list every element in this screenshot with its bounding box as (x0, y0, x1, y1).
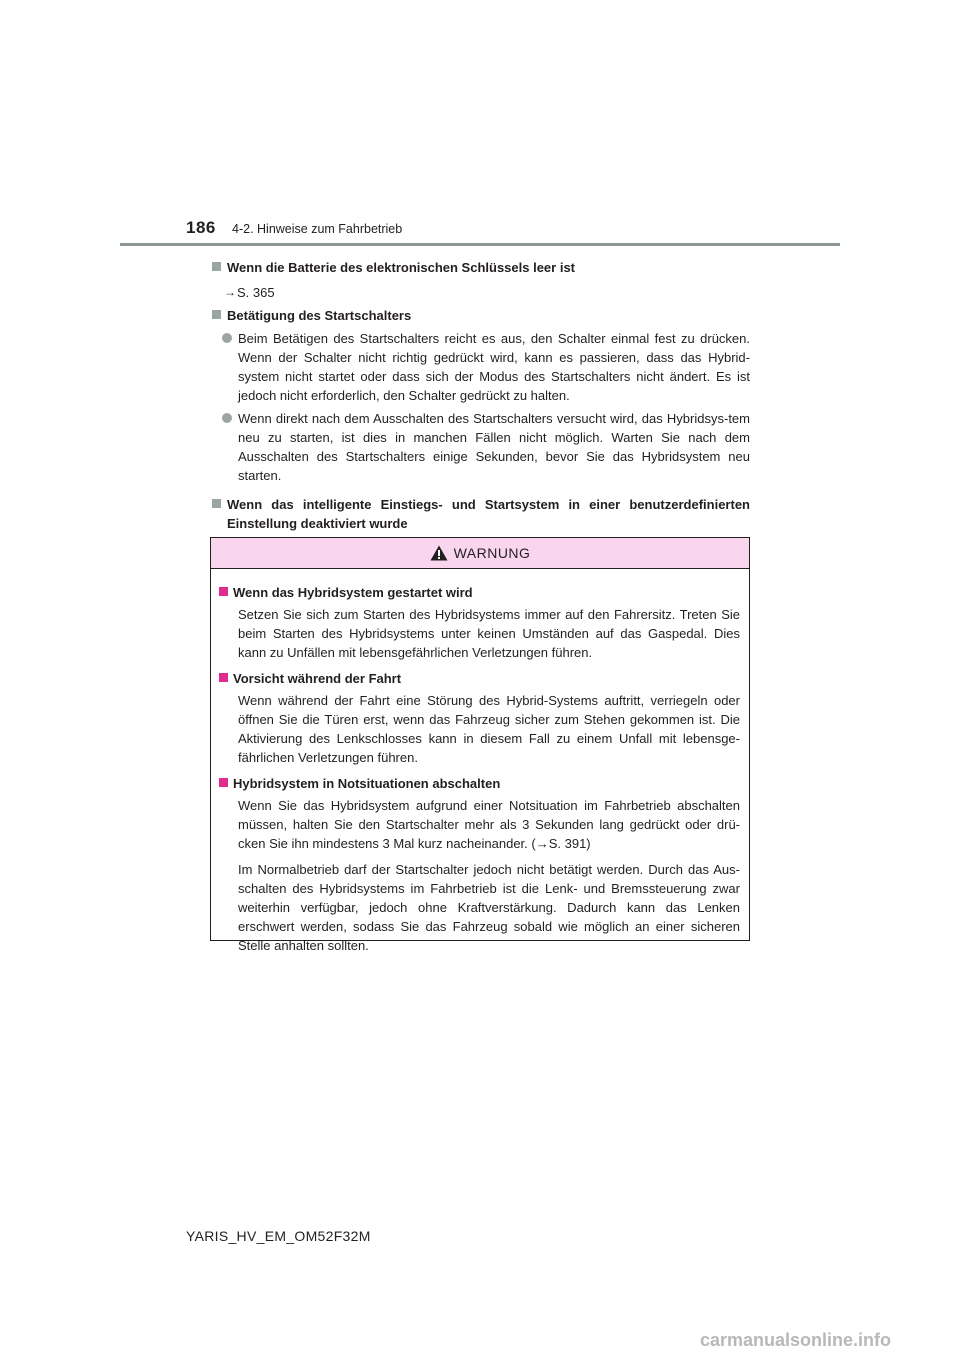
document-code: YARIS_HV_EM_OM52F32M (186, 1228, 371, 1244)
heading-start-switch: Betätigung des Startschalters (210, 306, 750, 325)
square-bullet-icon (212, 262, 221, 271)
warning-box (210, 537, 750, 953)
page-header (0, 0, 960, 250)
list-item: Beim Betätigen des Startschalters reicht es aus, den Schalter einmal fest zu drücken. Wenn der Schalter nicht richtig gedrückt wird, kann es passieren, dass das Hybrid-system nicht startet oder dass sich der Modus des Startschalters nicht ändert. Es ist jedoch nicht erforderlich, den Schalter gedrückt zu halten. (220, 329, 750, 405)
header-rule (120, 243, 840, 246)
heading-smart-entry: Wenn das intelligente Einstiegs- und Startsystem in einer benutzerdefinierten Einstellung deaktiviert wurde (210, 495, 750, 533)
warning-paragraph: Wenn während der Fahrt eine Störung des Hybrid-Systems auftritt, verriegeln oder öffnen Sie die Türen erst, wenn das Fahrzeug sicher zum Stehen gekommen ist. Die Aktivierung des Lenkschlosses kann in diesem Fall zu einem Unfall mit lebensge-fährlichen Verletzungen führen. (238, 693, 740, 765)
warning-triangle-icon (430, 545, 448, 561)
warning-title: WARNUNG (453, 545, 531, 561)
page-number: 186 (186, 218, 216, 237)
warning-header (211, 538, 749, 569)
warning-body (211, 569, 749, 955)
warning-heading: Wenn das Hybridsystem gestartet wird (219, 583, 740, 602)
square-bullet-icon (219, 778, 228, 787)
square-bullet-icon (212, 499, 221, 508)
arrow-right-icon: → (224, 285, 236, 299)
square-bullet-icon (212, 310, 221, 319)
watermark: carmanualsonline.info (700, 1330, 892, 1350)
round-bullet-icon (222, 413, 232, 423)
list-item: Wenn direkt nach dem Ausschalten des Startschalters versucht wird, das Hybridsys-tem neu zu starten, ist dies in manchen Fällen nicht möglich. Warten Sie nach dem Ausschalten des Startschalters einige Sekunden, bevor Sie das Hybridsystem neu starten. (220, 409, 750, 485)
square-bullet-icon (219, 673, 228, 682)
warning-paragraph: Im Normalbetrieb darf der Startschalter jedoch nicht betätigt werden. Durch das Aus-schalten des Hybridsystems im Fahrbetrieb ist die Lenk- und Bremssteuerung zwar weiterhin verfügbar, jedoch ohne Kraftverstärkung. Dadurch kann das Lenken erschwert werden, sodass Sie das Fahrzeug sobald wie möglich an einer sicheren Stelle anhalten sollten. (238, 862, 740, 953)
warning-heading: Hybridsystem in Notsituationen abschalten (219, 774, 740, 793)
warning-paragraph: Setzen Sie sich zum Starten des Hybridsystems immer auf den Fahrersitz. Treten Sie beim Starten des Hybridsystems unter keinen Umständen auf das Gaspedal. Dies kann zu Unfällen mit lebensgefährlichen Verletzungen führen. (238, 607, 740, 660)
warning-heading: Vorsicht während der Fahrt (219, 669, 740, 688)
heading-battery-empty: Wenn die Batterie des elektronischen Schlüssels leer ist (210, 258, 750, 277)
square-bullet-icon (219, 587, 228, 596)
main-content (210, 254, 750, 562)
round-bullet-icon (222, 333, 232, 343)
section-title: 4-2. Hinweise zum Fahrbetrieb (232, 222, 403, 236)
page-reference[interactable]: → S. 365 (224, 285, 275, 300)
warning-paragraph: Wenn Sie das Hybridsystem aufgrund einer Notsituation im Fahrbetrieb abschalten müssen, halten Sie den Startschalter mehr als 3 Sekunden lang gedrückt oder drü-cken Sie ihn mindestens 3 Mal kurz nacheinander. (→S. 391) (238, 798, 740, 851)
